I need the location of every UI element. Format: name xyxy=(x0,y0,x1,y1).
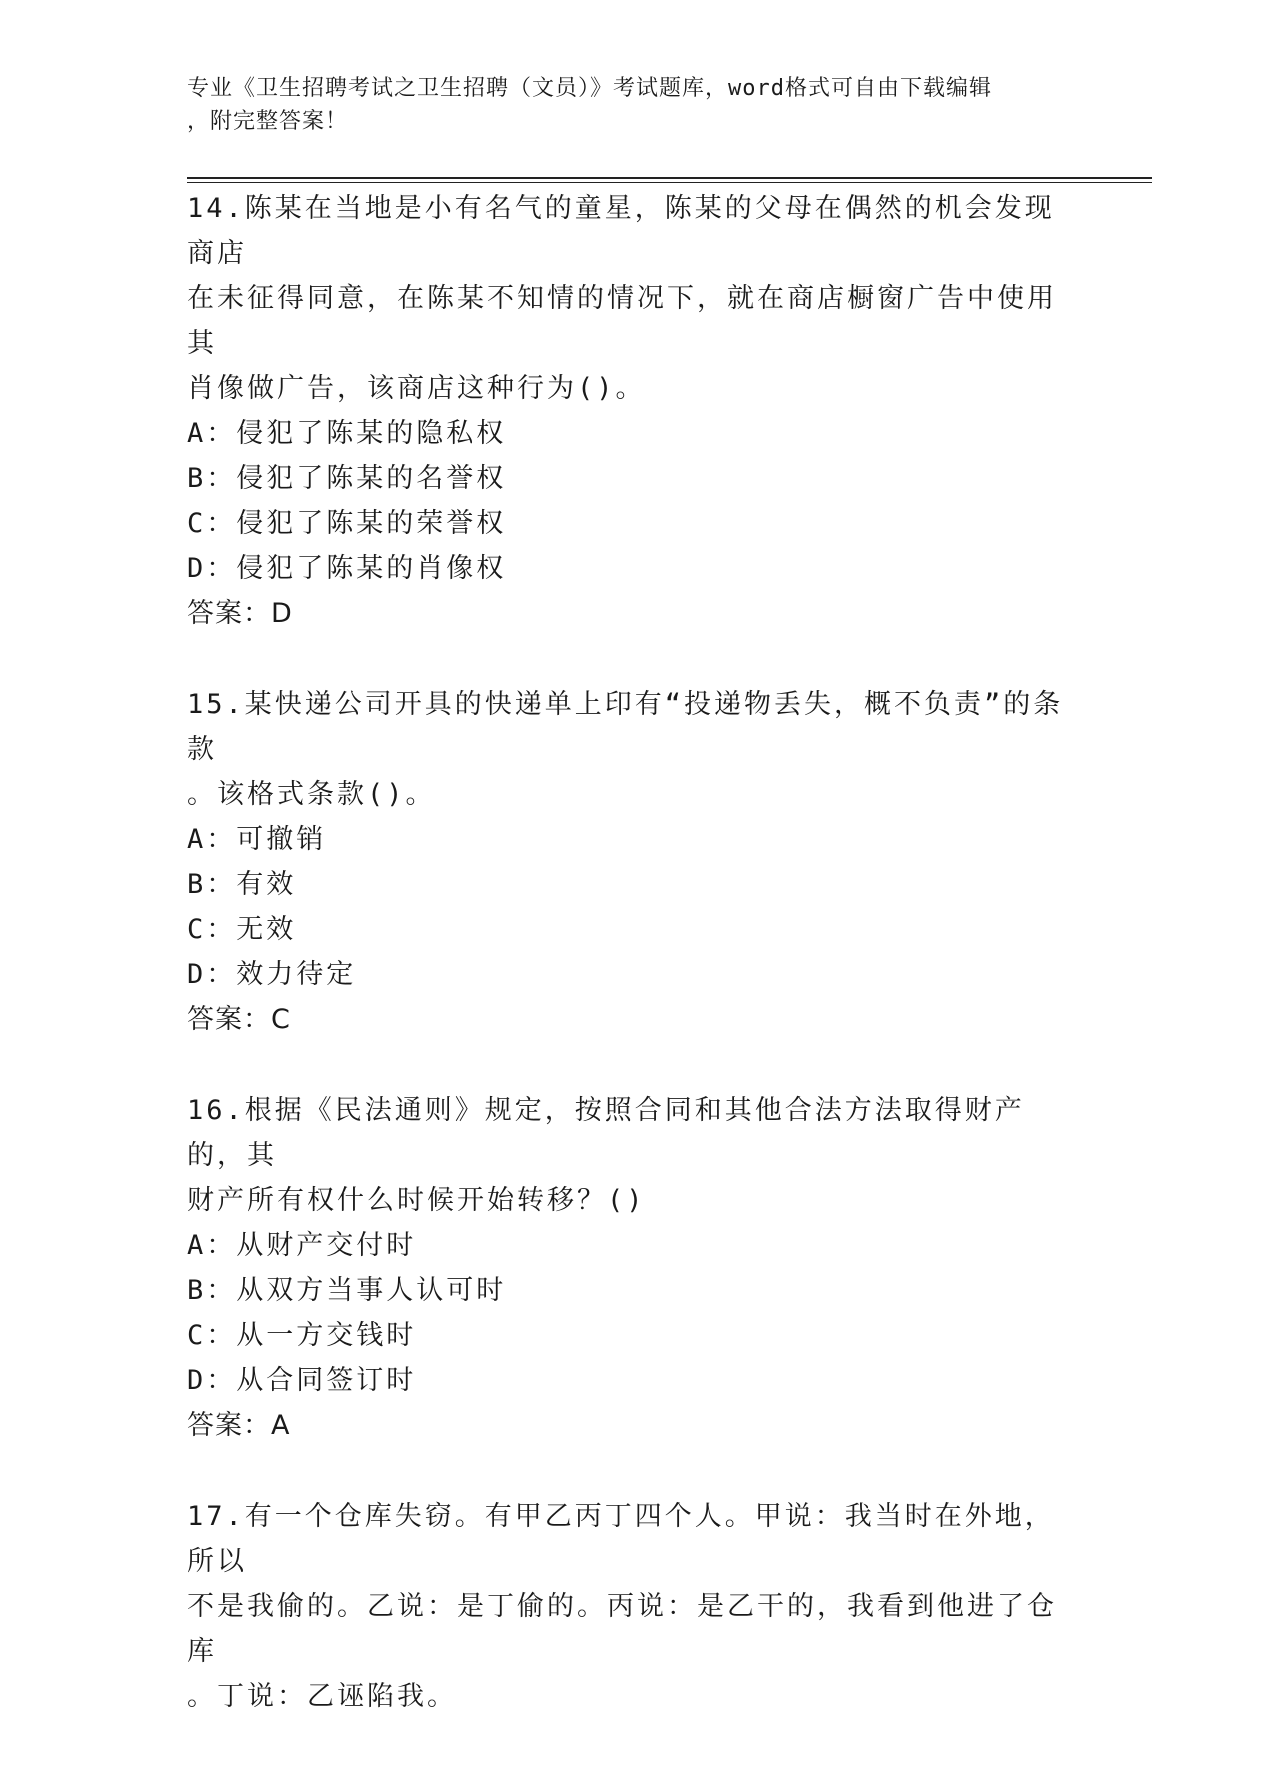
option-a: A：从财产交付时 xyxy=(187,1230,417,1261)
header-line-1: 专业《卫生招聘考试之卫生招聘（文员）》考试题库，word格式可自由下载编辑 xyxy=(187,76,992,101)
question-stem-line: 14.陈某在当地是小有名气的童星，陈某的父母在偶然的机会发现商店 xyxy=(187,193,1055,269)
option-d: D：效力待定 xyxy=(187,959,357,990)
header-line-2: ，附完整答案！ xyxy=(187,109,349,134)
answer-label: 答案：C xyxy=(187,1004,291,1035)
document-header xyxy=(187,72,1067,138)
option-c: C：侵犯了陈某的荣誉权 xyxy=(187,508,507,539)
answer-label: 答案：D xyxy=(187,598,293,629)
question-17 xyxy=(187,1494,1077,1719)
question-stem-line: 。该格式条款()。 xyxy=(187,779,436,810)
option-b: B：侵犯了陈某的名誉权 xyxy=(187,463,507,494)
option-a: A：可撤销 xyxy=(187,824,327,855)
question-stem-line: 16.根据《民法通则》规定，按照合同和其他合法方法取得财产的，其 xyxy=(187,1095,1025,1171)
question-15 xyxy=(187,682,1077,1042)
option-b: B：从双方当事人认可时 xyxy=(187,1275,507,1306)
question-list xyxy=(187,186,1077,1765)
option-d: D：侵犯了陈某的肖像权 xyxy=(187,553,507,584)
question-stem-line: 肖像做广告，该商店这种行为()。 xyxy=(187,373,646,404)
question-14 xyxy=(187,186,1077,636)
question-stem-line: 不是我偷的。乙说：是丁偷的。丙说：是乙干的，我看到他进了仓库 xyxy=(187,1591,1057,1667)
option-c: C：从一方交钱时 xyxy=(187,1320,417,1351)
question-16 xyxy=(187,1088,1077,1448)
option-c: C：无效 xyxy=(187,914,297,945)
option-b: B：有效 xyxy=(187,869,297,900)
option-d: D：从合同签订时 xyxy=(187,1365,417,1396)
option-a: A：侵犯了陈某的隐私权 xyxy=(187,418,507,449)
question-stem-line: 。丁说：乙诬陷我。 xyxy=(187,1681,457,1712)
question-stem-line: 17.有一个仓库失窃。有甲乙丙丁四个人。甲说：我当时在外地，所以 xyxy=(187,1501,1055,1577)
answer-label: 答案：A xyxy=(187,1410,291,1441)
question-stem-line: 在未征得同意，在陈某不知情的情况下，就在商店橱窗广告中使用其 xyxy=(187,283,1057,359)
question-stem-line: 15.某快递公司开具的快递单上印有“投递物丢失，概不负责”的条款 xyxy=(187,689,1064,765)
question-stem-line: 财产所有权什么时候开始转移？() xyxy=(187,1185,646,1216)
header-divider xyxy=(187,177,1152,183)
